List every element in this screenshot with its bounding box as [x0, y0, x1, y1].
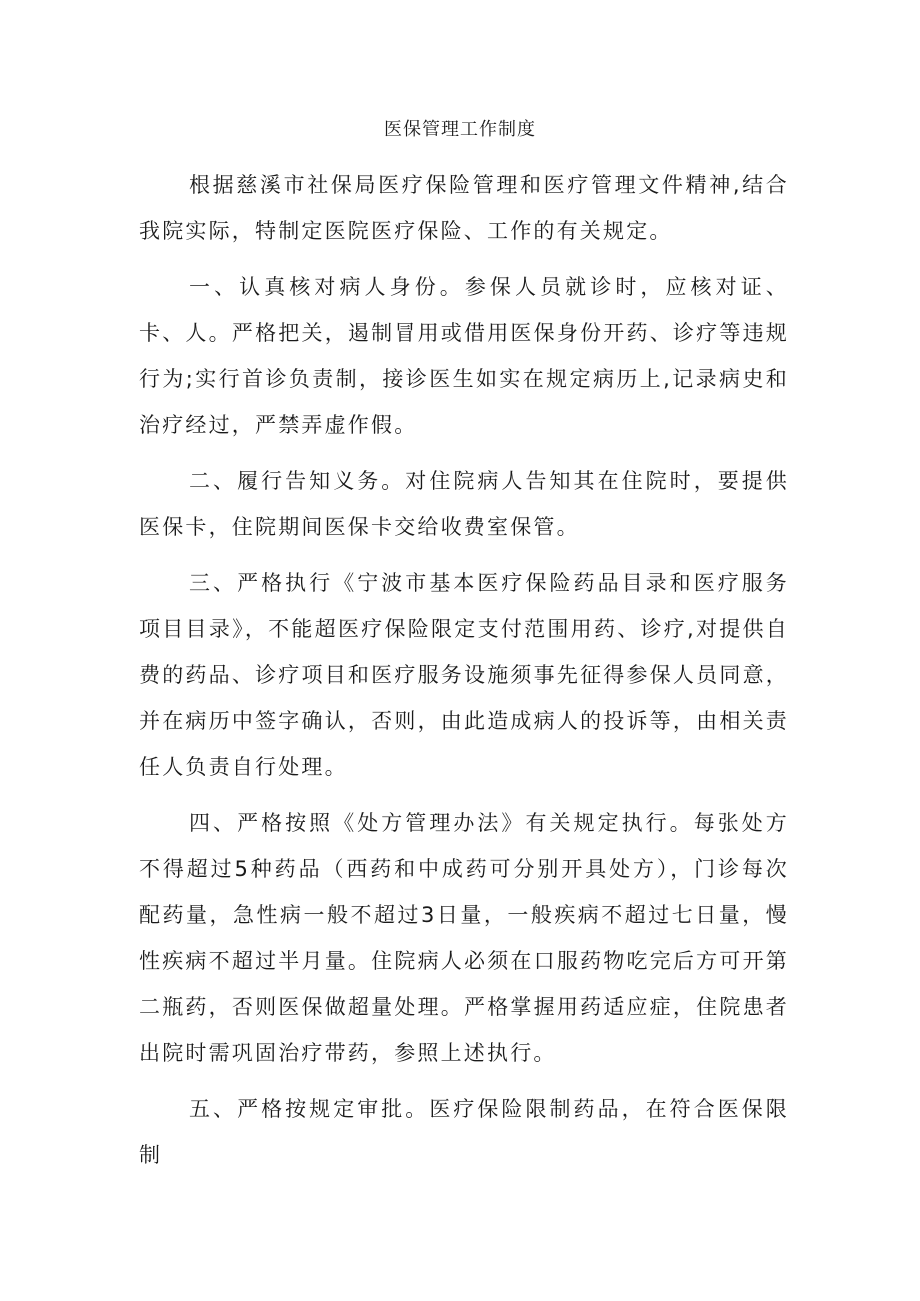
paragraph-2-notification: 二、履行告知义务。对住院病人告知其在住院时，要提供医保卡，住院期间医保卡交给收费室保管。	[139, 469, 789, 539]
paragraph-5-approval: 五、严格按规定审批。医疗保险限制药品，在符合医保限制	[139, 1097, 789, 1167]
paragraph-4-prescription-rules: 四、严格按照《处方管理办法》有关规定执行。每张处方不得超过5种药品（西药和中成药可分别开具处方），门诊每次配药量，急性病一般不超过3日量，一般疾病不超过七日量，慢性疾病不超过半月量。住院病人必须在口服药物吃完后方可开第二瓶药，否则医保做超量处理。严格掌握用药适应症，住院患者出院时需巩固治疗带药，参照上述执行。	[139, 811, 789, 1065]
document-title: 医保管理工作制度	[384, 119, 536, 140]
paragraph-1-identity-check: 一、认真核对病人身份。参保人员就诊时，应核对证、卡、人。严格把关，遏制冒用或借用医保身份开药、诊疗等违规行为;实行首诊负责制，接诊医生如实在规定病历上,记录病史和治疗经过，严禁弄虚作假。	[139, 275, 789, 437]
paragraph-3-catalog-compliance: 三、严格执行《宁波市基本医疗保险药品目录和医疗服务项目目录》，不能超医疗保险限定支付范围用药、诊疗,对提供自费的药品、诊疗项目和医疗服务设施须事先征得参保人员同意，并在病历中签字确认，否则，由此造成病人的投诉等，由相关责任人负责自行处理。	[139, 571, 789, 779]
document-body	[139, 162, 789, 1188]
paragraph-intro: 根据慈溪市社保局医疗保险管理和医疗管理文件精神,结合我院实际，特制定医院医疗保险、工作的有关规定。	[139, 173, 789, 243]
